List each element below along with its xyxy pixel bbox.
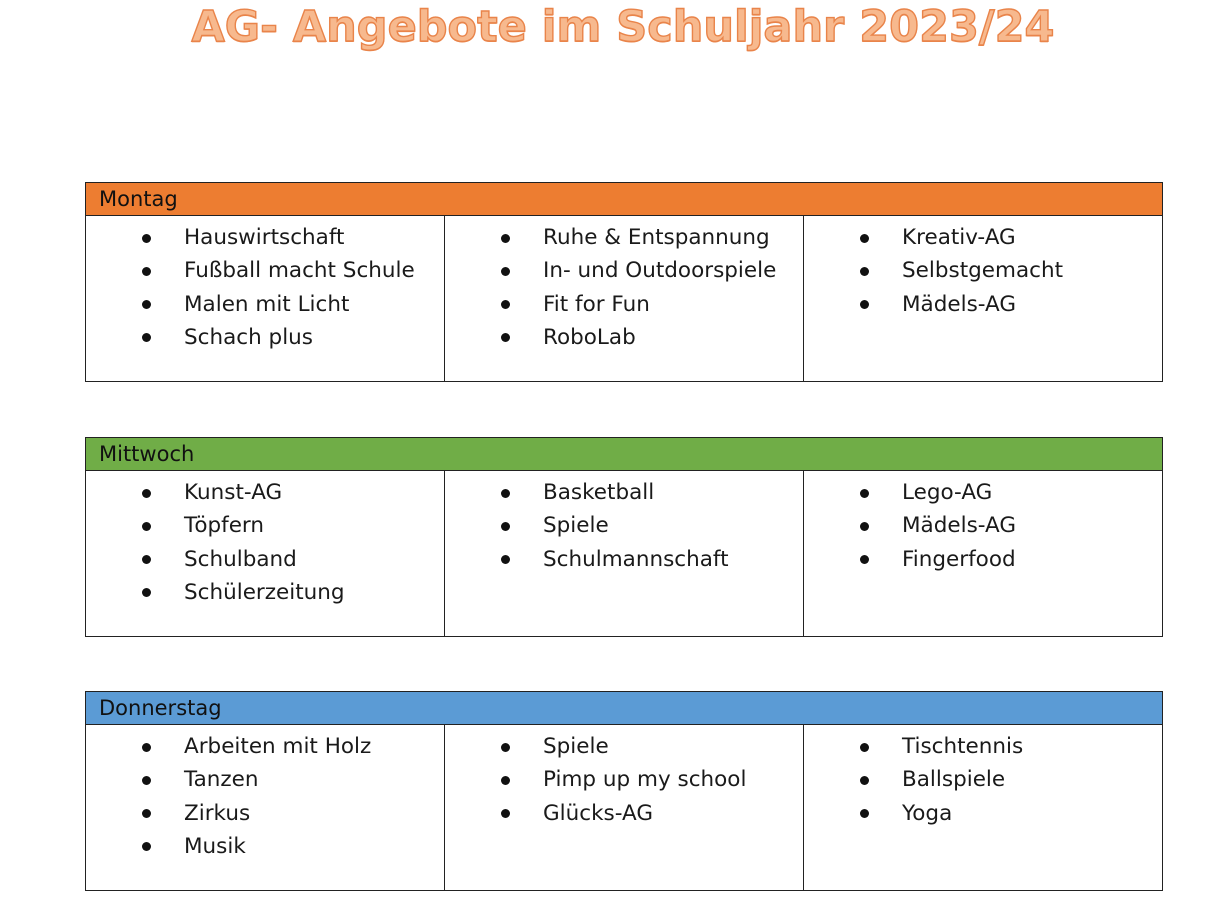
day-column [445,471,804,637]
day-table-mittwoch [85,437,1163,637]
bullet-icon [142,522,151,531]
day-table-montag [85,182,1163,382]
list-item: Fußball macht Schule [86,254,444,287]
activity-list [86,476,444,609]
activity-list [445,730,803,830]
list-item: In- und Outdoorspiele [445,254,803,287]
day-header-montag: Montag [86,183,1163,216]
bullet-icon [142,234,151,243]
bullet-icon [501,776,510,785]
list-item: Tischtennis [804,730,1162,763]
list-item: Musik [86,830,444,863]
bullet-icon [501,300,510,309]
bullet-icon [142,809,151,818]
bullet-icon [501,809,510,818]
bullet-icon [860,489,869,498]
day-header-mittwoch: Mittwoch [86,438,1163,471]
bullet-icon [860,776,869,785]
bullet-icon [860,267,869,276]
bullet-icon [142,842,151,851]
bullet-icon [860,234,869,243]
list-item: Pimp up my school [445,763,803,796]
bullet-icon [142,555,151,564]
list-item: Basketball [445,476,803,509]
list-item: Schulmannschaft [445,543,803,576]
bullet-icon [142,300,151,309]
list-item: Ruhe & Entspannung [445,221,803,254]
bullet-icon [501,267,510,276]
bullet-icon [501,489,510,498]
list-item: RoboLab [445,321,803,354]
bullet-icon [142,489,151,498]
list-item: Lego-AG [804,476,1162,509]
bullet-icon [142,743,151,752]
day-column [804,216,1163,382]
day-column [86,471,445,637]
list-item: Mädels-AG [804,509,1162,542]
list-item: Kunst-AG [86,476,444,509]
bullet-icon [860,300,869,309]
activity-list [804,730,1162,830]
day-column [86,216,445,382]
bullet-icon [501,743,510,752]
day-column [445,725,804,891]
day-header-donnerstag: Donnerstag [86,692,1163,725]
list-item: Selbstgemacht [804,254,1162,287]
day-column [445,216,804,382]
page-title: AG- Angebote im Schuljahr 2023/24 [191,2,1055,52]
list-item: Arbeiten mit Holz [86,730,444,763]
bullet-icon [501,555,510,564]
list-item: Tanzen [86,763,444,796]
list-item: Spiele [445,509,803,542]
bullet-icon [501,234,510,243]
list-item: Kreativ-AG [804,221,1162,254]
list-item: Glücks-AG [445,797,803,830]
list-item: Töpfern [86,509,444,542]
activity-list [445,221,803,354]
list-item: Schülerzeitung [86,576,444,609]
day-column [86,725,445,891]
list-item: Schulband [86,543,444,576]
day-column [804,471,1163,637]
activity-list [86,221,444,354]
bullet-icon [860,809,869,818]
activity-list [804,476,1162,576]
day-column [804,725,1163,891]
bullet-icon [860,522,869,531]
list-item: Hauswirtschaft [86,221,444,254]
bullet-icon [501,522,510,531]
list-item: Fit for Fun [445,288,803,321]
list-item: Mädels-AG [804,288,1162,321]
bullet-icon [860,555,869,564]
bullet-icon [860,743,869,752]
bullet-icon [501,333,510,342]
activity-list [86,730,444,863]
list-item: Ballspiele [804,763,1162,796]
list-item: Fingerfood [804,543,1162,576]
list-item: Schach plus [86,321,444,354]
day-table-donnerstag [85,691,1163,891]
bullet-icon [142,776,151,785]
bullet-icon [142,588,151,597]
list-item: Malen mit Licht [86,288,444,321]
list-item: Zirkus [86,797,444,830]
list-item: Spiele [445,730,803,763]
activity-list [445,476,803,576]
activity-list [804,221,1162,321]
bullet-icon [142,333,151,342]
bullet-icon [142,267,151,276]
list-item: Yoga [804,797,1162,830]
